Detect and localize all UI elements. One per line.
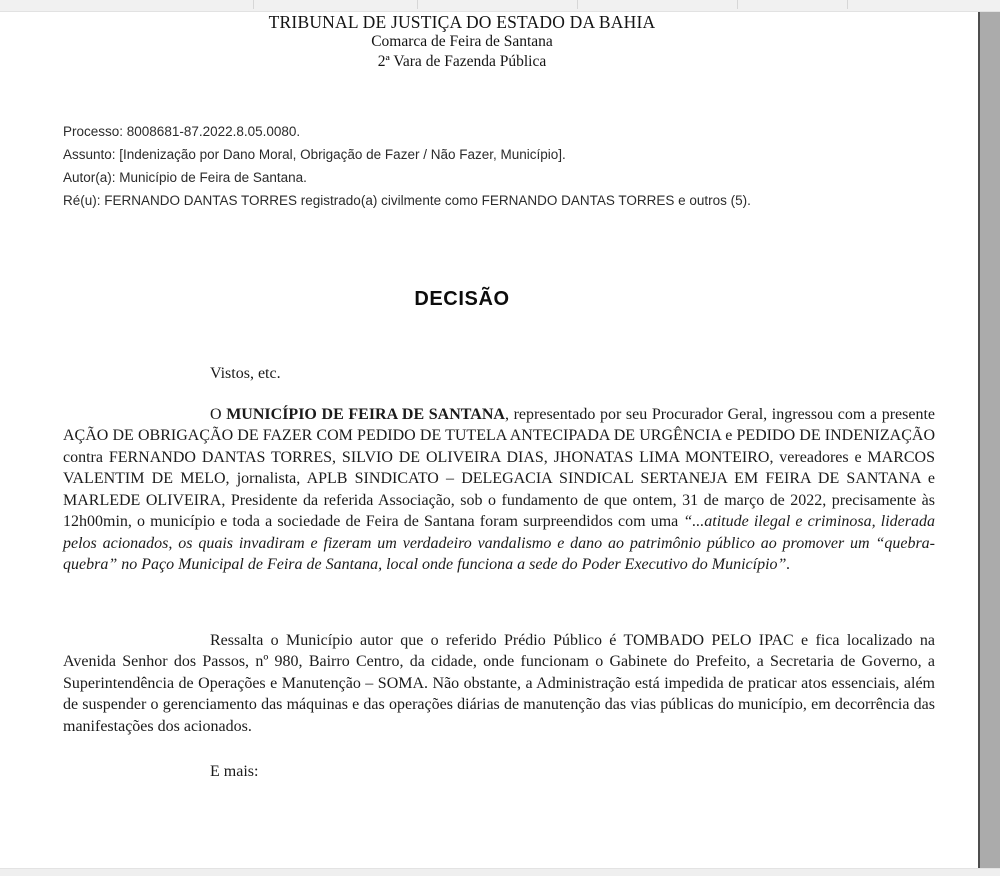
plaintiff-line: Autor(a): Município de Feira de Santana.: [63, 170, 307, 185]
decision-body: [63, 363, 935, 783]
process-number-line: Processo: 8008681-87.2022.8.05.0080.: [63, 124, 301, 139]
court-header: [63, 12, 935, 72]
top-edge-strip: [0, 0, 1000, 12]
vistos-line: Vistos, etc.: [210, 365, 281, 382]
edge-tick: [577, 0, 578, 9]
process-info: [63, 120, 935, 212]
emais-line: E mais:: [210, 763, 259, 780]
edge-tick: [847, 0, 848, 9]
court-name: TRIBUNAL DE JUSTIÇA DO ESTADO DA BAHIA: [268, 12, 656, 32]
bottom-edge-strip: [0, 868, 1000, 876]
page-edge-gutter: [978, 11, 1000, 869]
comarca-line: Comarca de Feira de Santana: [371, 33, 553, 50]
decision-title: DECISÃO: [414, 288, 510, 310]
decision-paragraph-2: Ressalta o Município autor que o referido Prédio Público é TOMBADO PELO IPAC e fica localizado na Avenida Senhor dos Passos, nº 980, Bairro Centro, da cidade, onde funcionam o Gabinete do Prefeito, a Secretaria de Governo, a Superintendência de Operações e Manutenção – SOMA. Não obstante, a Administração está impedida de praticar atos essenciais, além de suspender o gerenciamento das máquinas e das operações diárias de manutenção das vias públicas do município, em decorrência das manifestações dos acionados.: [63, 631, 935, 735]
decision-paragraph-1: O MUNICÍPIO DE FEIRA DE SANTANA, representado por seu Procurador Geral, ingressou com a presente AÇÃO DE OBRIGAÇÃO DE FAZER COM PEDIDO DE TUTELA ANTECIPADA DE URGÊNCIA e PEDIDO DE INDENIZAÇÃO contra FERNANDO DANTAS TORRES, SILVIO DE OLIVEIRA DIAS, JHONATAS LIMA MONTEIRO, vereadores e MARCOS VALENTIM DE MELO, jornalista, APLB SINDICATO – DELEGACIA SINDICAL SERTANEJA EM FEIRA DE SANTANA e MARLEDE OLIVEIRA, Presidente da referida Associação, sob o fundamento de que ontem, 31 de março de 2022, precisamente às 12h00min, o município e toda a sociedade de Feira de Santana foram surpreendidos com uma “...atitude ilegal e criminosa, liderada pelos acionados, os quais invadiram e fizeram um verdadeiro vandalismo e dano ao patrimônio público ao promover um “quebra-quebra” no Paço Municipal de Feira de Santana, local onde funciona a sede do Poder Executivo do Município”.: [63, 405, 935, 573]
vara-line: 2ª Vara de Fazenda Pública: [377, 53, 547, 70]
edge-tick: [737, 0, 738, 9]
edge-tick: [253, 0, 254, 9]
edge-tick: [417, 0, 418, 9]
subject-line: Assunto: [Indenização por Dano Moral, Obrigação de Fazer / Não Fazer, Município].: [63, 147, 566, 162]
defendant-line: Ré(u): FERNANDO DANTAS TORRES registrado(a) civilmente como FERNANDO DANTAS TORRES e outros (5).: [63, 193, 751, 208]
